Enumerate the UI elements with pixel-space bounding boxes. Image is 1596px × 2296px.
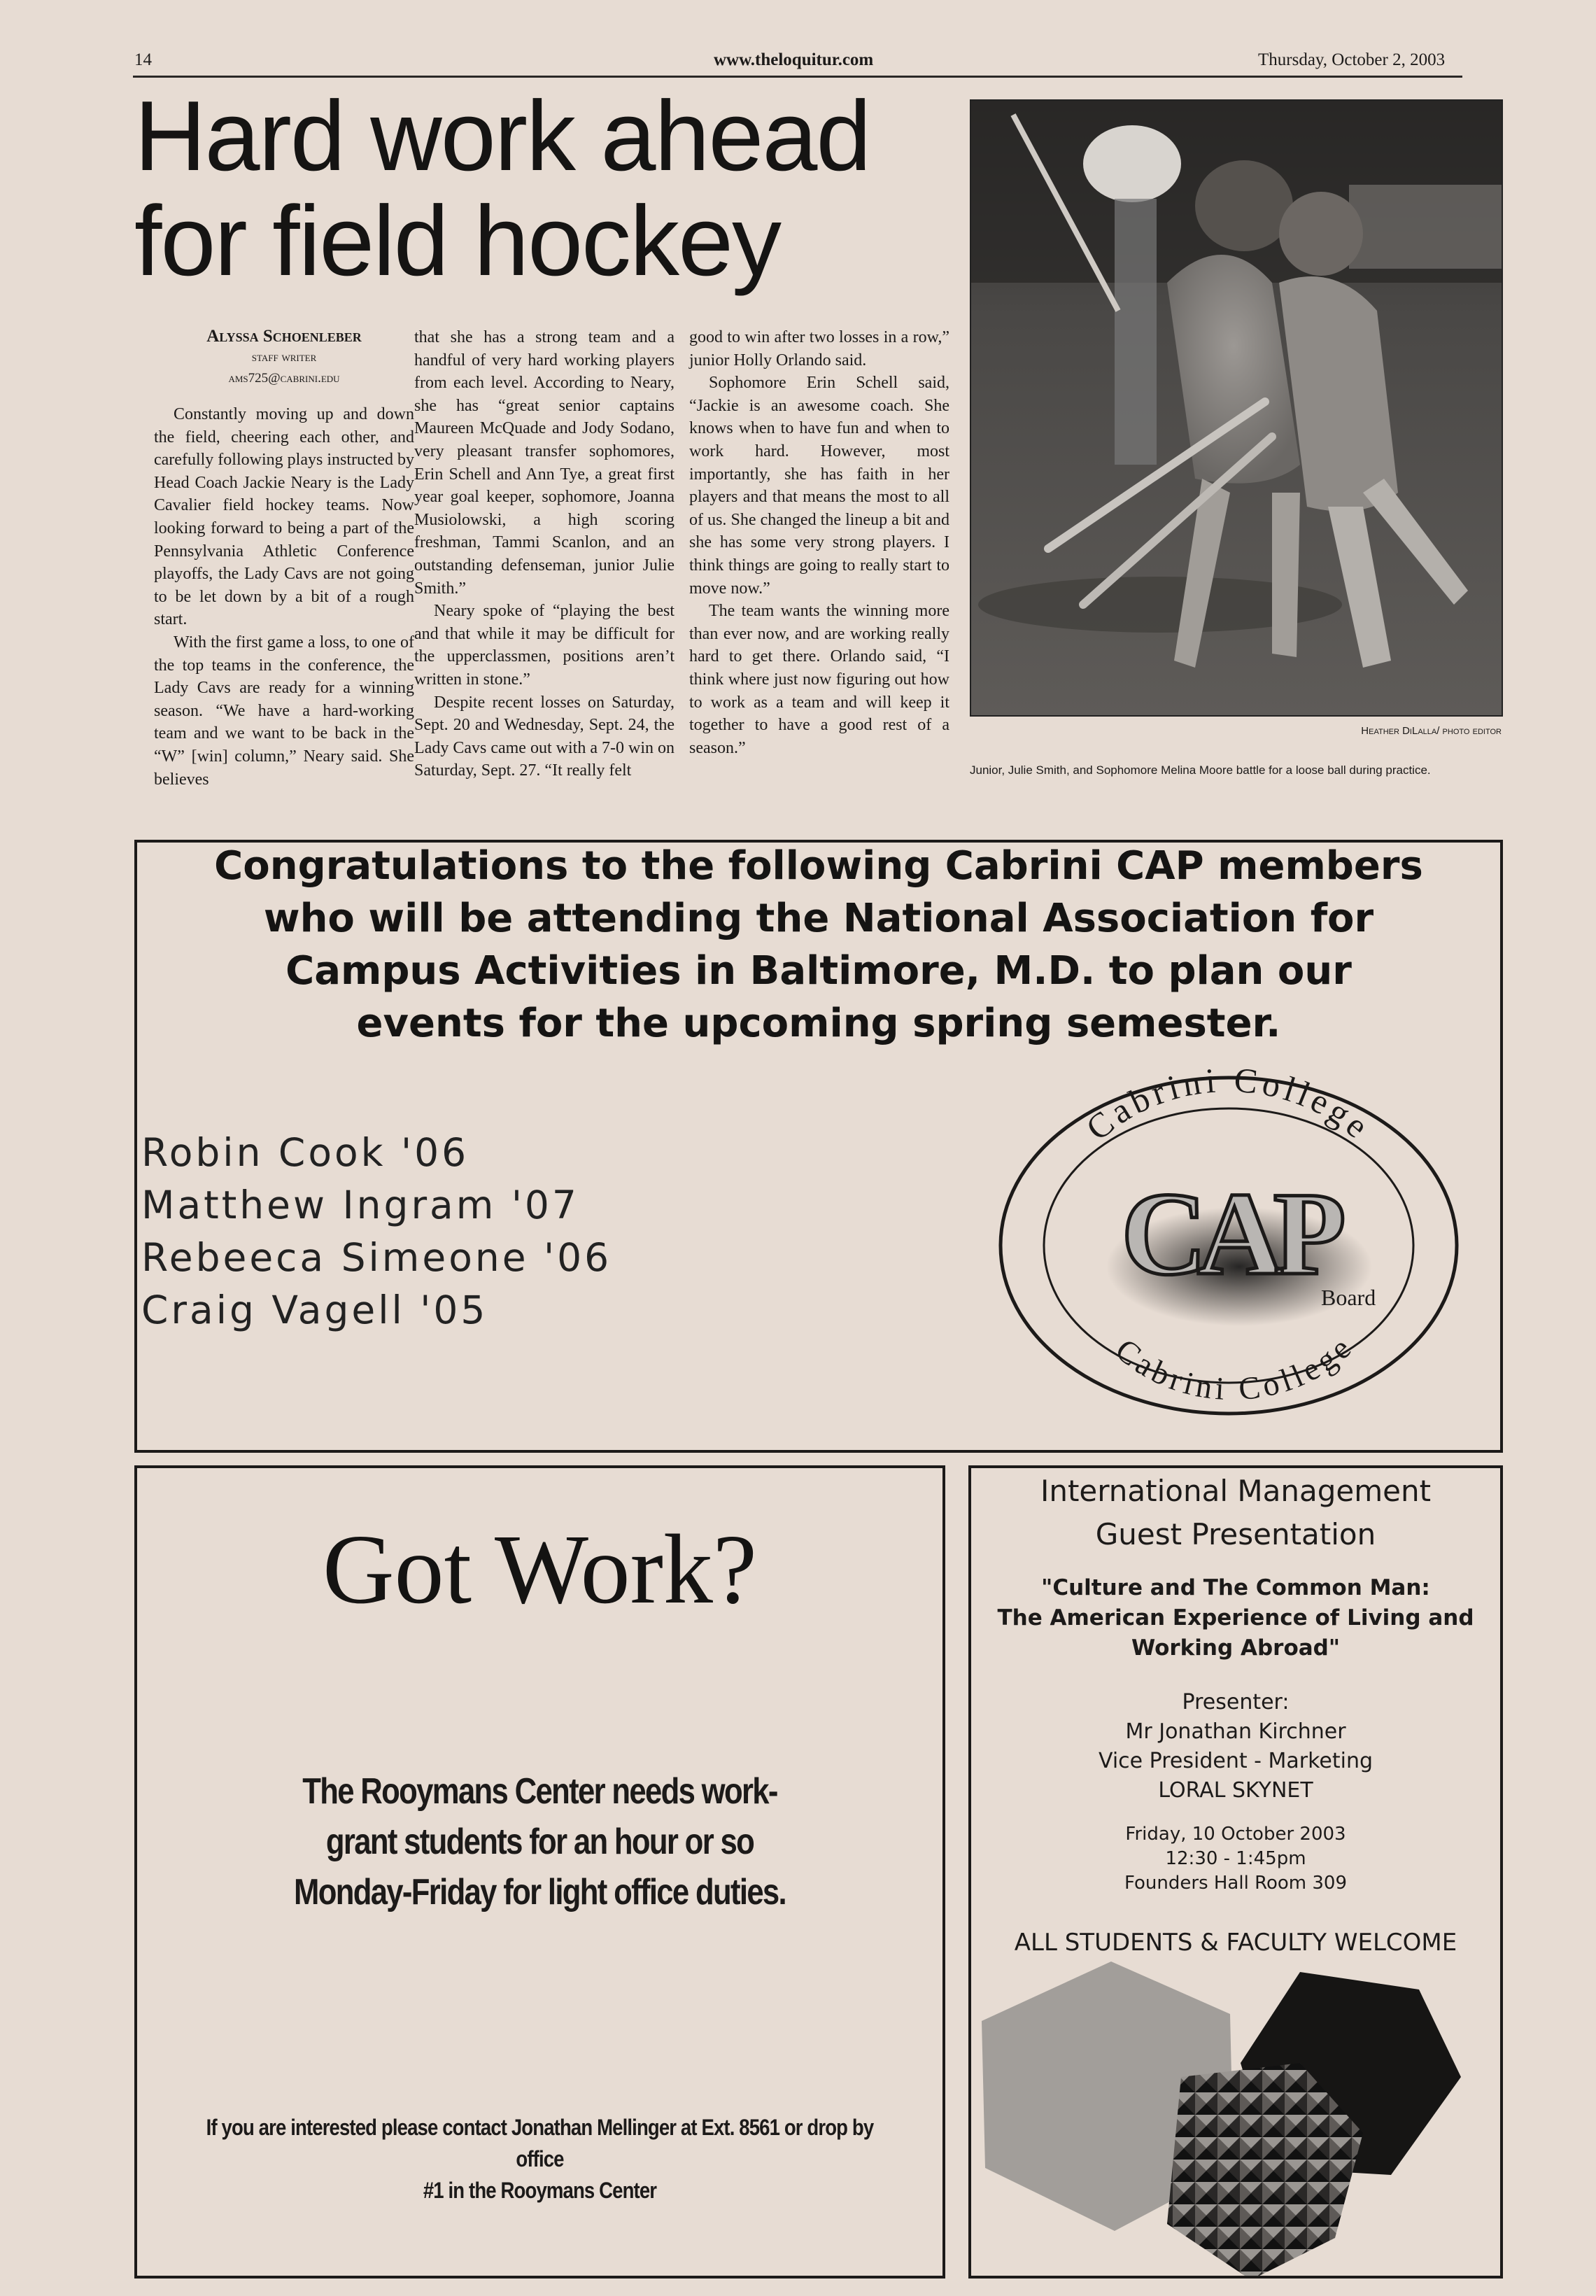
article-headline: Hard work ahead for field hockey (134, 80, 870, 297)
field-hockey-photo (970, 99, 1503, 717)
author-email: ams725@cabrini.edu (228, 371, 340, 386)
paragraph: The team wants the winning more than ever now, and are working really hard to get there. Orlando said, “I think where just now figuring out how to work as a team and will keep it together to have a good rest of a season.” (689, 602, 949, 757)
logo-cap-letters: CAP (1121, 1168, 1336, 1300)
im-ad-presenter: Presenter: Mr Jonathan Kirchner Vice President - Marketing LORAL SKYNET (1098, 1690, 1373, 1803)
paragraph: Sophomore Erin Schell said, “Jackie is an awesome coach. She knows when to have fun and when to work hard. However, most importantly, she has faith in her players and that means the most to all of us. She changed the lineup a bit and she has some very strong players. I think things are going to really start to move now.” (689, 374, 949, 598)
got-work-title: Got Work? (323, 1514, 757, 1624)
im-ad-title: International Management Guest Presentation (1040, 1474, 1432, 1551)
svg-text:Cabrini College (1109, 1327, 1360, 1407)
cap-board-logo (991, 1057, 1467, 1421)
photo-credit: Heather DiLalla/ photo editor (1361, 725, 1502, 737)
member-name: Craig Vagell '05 (141, 1288, 488, 1332)
paragraph: With the first game a loss, to one of the top teams in the conference, the Lady Cavs are ready for a winning season. “We have a hard-working team and we want to be back in the “W” [win] column,” Neary said. She believes (154, 633, 414, 789)
hexagon-graphic (971, 1958, 1500, 2279)
im-ad-talk-title: "Culture and The Common Man: The American Experience of Living and Working Abroad" (997, 1575, 1474, 1661)
photo-illustration (971, 101, 1502, 715)
issue-date: Thursday, October 2, 2003 (1258, 50, 1446, 69)
article-column-2 (414, 326, 675, 782)
photo-caption: Junior, Julie Smith, and Sophomore Melina Moore battle for a loose ball during practice. (970, 763, 1431, 777)
paragraph: Constantly moving up and down the field, cheering each other, and carefully following plays instructed by Head Coach Jackie Neary is the Lady Cavalier field hockey teams. Now looking forward to being a part of the Pennsylvania Athletic Conference playoffs, the Lady Cavs are not going to be let down by a bit of a rough start. (154, 405, 414, 629)
logo-top-arc: Cabrini College (1078, 1059, 1380, 1148)
got-work-contact: If you are interested please contact Jonathan Mellinger at Ext. 8561 or drop by office #1 in the Rooymans Center (206, 2115, 874, 2203)
logo-board-label: Board (1321, 1285, 1376, 1310)
page-number: 14 (134, 50, 152, 69)
author-name: Alyssa Schoenleber (206, 327, 362, 346)
article-column-3 (689, 326, 949, 759)
paragraph: good to win after two losses in a row,” junior Holly Orlando said. (689, 328, 949, 369)
byline (154, 326, 414, 389)
member-name: Robin Cook '06 (141, 1130, 469, 1175)
svg-text:Cabrini College (1078, 1060, 1379, 1148)
header-rule (133, 76, 1462, 78)
author-role: staff writer (251, 350, 317, 365)
got-work-body: The Rooymans Center needs work- grant students for an hour or so Monday-Friday for light office duties. (293, 1771, 786, 1913)
logo-bottom-arc: Cabrini College (1108, 1327, 1361, 1407)
website-url: www.theloquitur.com (714, 50, 874, 69)
paragraph: Neary spoke of “playing the best and that while it may be difficult for the upperclassmen, positions aren’t written in stone.” (414, 602, 675, 689)
paragraph: Despite recent losses on Saturday, Sept. 20 and Wednesday, Sept. 24, the Lady Cavs came out with a 7-0 win on Saturday, Sept. 27. “It really felt (414, 693, 675, 780)
im-ad-schedule: Friday, 10 October 2003 12:30 - 1:45pm Founders Hall Room 309 (1124, 1824, 1348, 1894)
paragraph: that she has a strong team and a handful of very hard working players from each level. According to Neary, she has “great senior captains Maureen McQuade and Jody Sodano, very pleasant transfer sophomores, Erin Schell and Ann Tye, a great first year goal keeper, sophomore, Joanna Musiolowski, a high scoring freshman, Tammi Scanlon, and an outstanding defenseman, junior Julie Smith.” (414, 328, 675, 598)
member-name: Matthew Ingram '07 (141, 1183, 579, 1227)
im-ad-welcome: ALL STUDENTS & FACULTY WELCOME (1014, 1929, 1457, 1957)
article-column-1 (154, 326, 414, 791)
cap-ad-headline: Congratulations to the following Cabrini CAP members who will be attending the National Association for Campus Activities in Baltimore, M.D. to plan our events for the upcoming spring semester. (214, 843, 1423, 1046)
member-name: Rebeeca Simeone '06 (141, 1235, 612, 1280)
cap-member-list (141, 1127, 612, 1337)
